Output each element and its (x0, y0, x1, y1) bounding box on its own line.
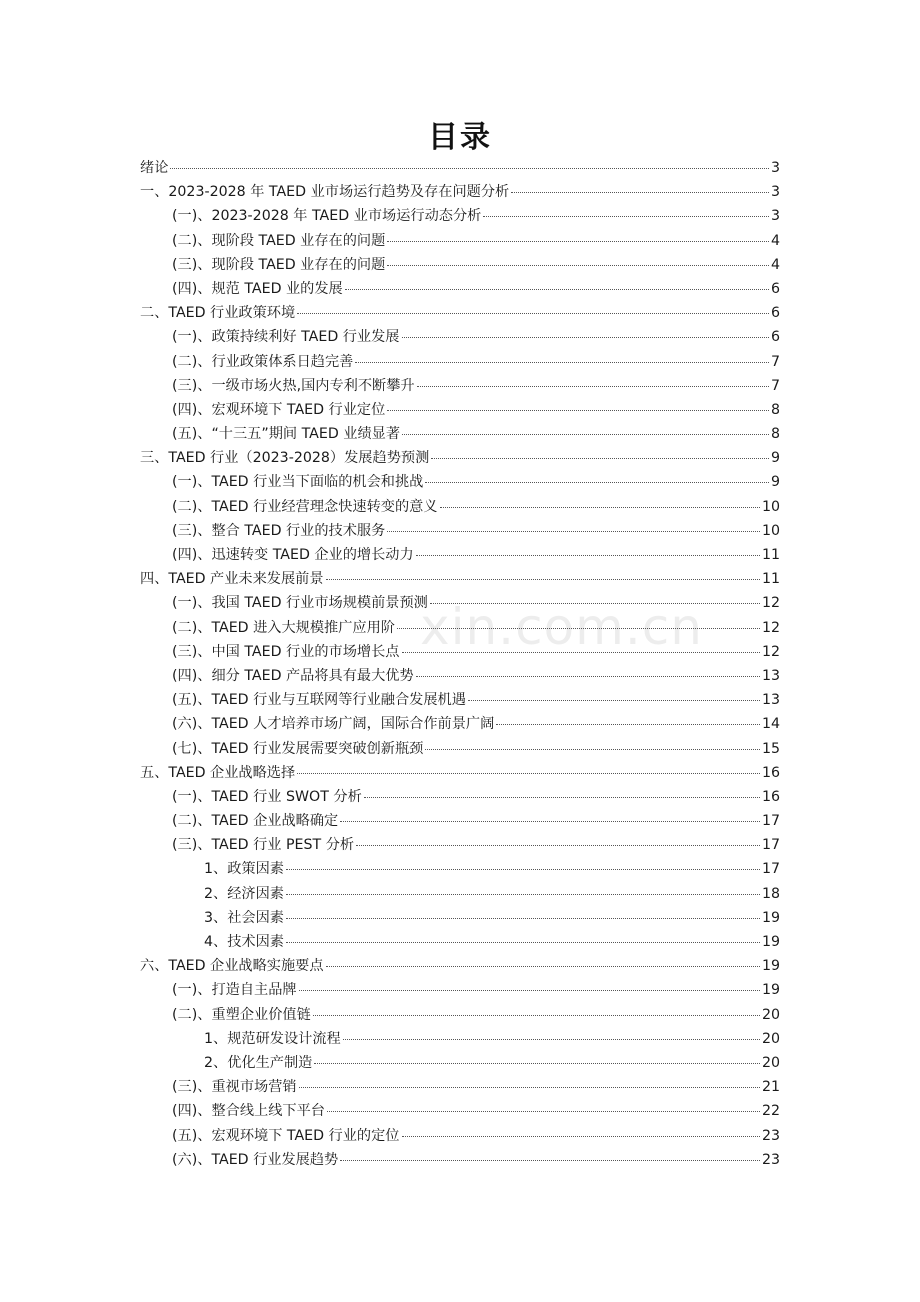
toc-entry-label: 1、政策因素 (204, 861, 284, 878)
toc-dot-leader (326, 965, 760, 967)
toc-dot-leader (402, 1135, 760, 1137)
toc-dot-leader (416, 554, 760, 556)
toc-entry-page-number: 21 (761, 1079, 780, 1096)
toc-entry-label: 3、社会因素 (204, 909, 284, 926)
toc-entry[interactable] (140, 737, 780, 761)
toc-entry-label: (二)、TAED 进入大规模推广应用阶 (172, 619, 395, 636)
toc-entry-label: (三)、重视市场营销 (172, 1079, 297, 1096)
toc-entry-page-number: 4 (770, 232, 780, 249)
toc-entry-page-number: 22 (761, 1103, 780, 1120)
toc-entry-page-number: 19 (761, 958, 780, 975)
toc-entry[interactable] (140, 954, 780, 978)
toc-dot-leader (297, 772, 760, 774)
toc-entry-page-number: 19 (761, 934, 780, 950)
toc-entry[interactable] (140, 1148, 780, 1172)
toc-entry[interactable] (140, 1003, 780, 1027)
toc-entry[interactable] (140, 519, 780, 543)
toc-dot-leader (430, 602, 760, 604)
toc-entry[interactable] (140, 325, 780, 349)
toc-entry-label: (四)、规范 TAED 业的发展 (172, 280, 343, 297)
toc-entry-label: (一)、打造自主品牌 (172, 982, 297, 999)
toc-entry-label: 2、优化生产制造 (204, 1054, 313, 1071)
toc-dot-leader (313, 1014, 760, 1016)
toc-dot-leader (286, 917, 760, 919)
toc-entry-page-number: 19 (761, 909, 780, 926)
toc-entry[interactable] (140, 470, 780, 494)
toc-entry-label: (二)、重塑企业价值链 (172, 1006, 311, 1023)
toc-entry-label: (三)、一级市场火热,国内专利不断攀升 (172, 377, 415, 394)
toc-entry[interactable] (140, 906, 780, 930)
toc-entry[interactable] (140, 495, 780, 519)
toc-entry-page-number: 20 (761, 1006, 780, 1023)
toc-entry-page-number: 19 (761, 982, 780, 999)
toc-entry[interactable] (140, 1075, 780, 1099)
toc-entry-label: (一)、TAED 行业当下面临的机会和挑战 (172, 474, 424, 491)
toc-dot-leader (387, 240, 769, 242)
toc-entry-page-number: 17 (761, 837, 780, 854)
toc-entry-label: (七)、TAED 行业发展需要突破创新瓶颈 (172, 740, 424, 757)
toc-entry-page-number: 13 (761, 667, 780, 684)
toc-entry-page-number: 11 (761, 571, 780, 588)
toc-dot-leader (343, 1038, 760, 1040)
toc-entry-page-number: 16 (761, 788, 780, 805)
toc-entry[interactable] (140, 229, 780, 253)
watermark: xin.com.cn (420, 598, 703, 656)
toc-entry-label: 绪论 (140, 160, 169, 176)
toc-dot-leader (327, 1110, 760, 1112)
toc-dot-leader (355, 361, 769, 363)
toc-entry-label: 二、TAED 行业政策环境 (140, 305, 296, 322)
toc-entry-page-number: 3 (770, 184, 780, 201)
toc-entry-label: (五)、TAED 行业与互联网等行业融合发展机遇 (172, 692, 466, 709)
toc-entry-page-number: 6 (770, 329, 780, 346)
page-title: 目录 (428, 120, 492, 155)
toc-dot-leader (387, 264, 769, 266)
toc-entry-label: (六)、TAED 行业发展趋势 (172, 1151, 339, 1168)
toc-entry-page-number: 9 (770, 474, 780, 491)
toc-entry[interactable] (140, 1051, 780, 1075)
toc-entry-page-number: 3 (770, 160, 780, 176)
toc-entry-page-number: 15 (761, 740, 780, 757)
toc-dot-leader (345, 288, 769, 290)
toc-dot-leader (340, 1159, 760, 1161)
toc-entry-label: 1、规范研发设计流程 (204, 1030, 341, 1047)
toc-entry-label: (三)、中国 TAED 行业的市场增长点 (172, 643, 400, 660)
toc-entry-label: 六、TAED 企业战略实施要点 (140, 958, 324, 975)
toc-entry-page-number: 23 (761, 1127, 780, 1144)
toc-entry[interactable] (140, 1099, 780, 1123)
toc-entry[interactable] (140, 761, 780, 785)
toc-entry-page-number: 23 (761, 1151, 780, 1168)
toc-dot-leader (483, 215, 769, 217)
toc-dot-leader (496, 723, 760, 725)
toc-entry-page-number: 10 (761, 522, 780, 539)
toc-dot-leader (286, 868, 760, 870)
toc-entry[interactable] (140, 930, 780, 954)
toc-entry-page-number: 20 (761, 1030, 780, 1047)
toc-entry[interactable] (140, 1124, 780, 1148)
toc-entry[interactable] (140, 882, 780, 906)
toc-entry-label: (五)、宏观环境下 TAED 行业的定位 (172, 1127, 400, 1144)
toc-dot-leader (299, 989, 760, 991)
toc-entry-page-number: 10 (761, 498, 780, 515)
toc-entry-label: 一、2023-2028 年 TAED 业市场运行趋势及存在问题分析 (140, 184, 510, 201)
toc-entry-page-number: 12 (761, 595, 780, 612)
toc-entry-label: (三)、整合 TAED 行业的技术服务 (172, 522, 386, 539)
toc-entry[interactable] (140, 640, 780, 664)
toc-entry-label: (一)、我国 TAED 行业市场规模前景预测 (172, 595, 428, 612)
toc-entry-page-number: 16 (761, 764, 780, 781)
toc-dot-leader (356, 844, 760, 846)
toc-entry[interactable] (140, 785, 780, 809)
toc-entry[interactable] (140, 180, 780, 204)
toc-dot-leader (402, 336, 769, 338)
toc-dot-leader (286, 893, 760, 895)
toc-entry-page-number: 14 (761, 716, 780, 733)
toc-entry[interactable] (140, 422, 780, 446)
toc-entry[interactable] (140, 204, 780, 228)
toc-entry-page-number: 9 (770, 450, 780, 467)
toc-entry-label: 三、TAED 行业（2023-2028）发展趋势预测 (140, 450, 430, 467)
toc-entry[interactable] (140, 616, 780, 640)
toc-entry[interactable] (140, 398, 780, 422)
toc-entry[interactable] (140, 301, 780, 325)
toc-entry-label: (五)、“十三五”期间 TAED 业绩显著 (172, 426, 401, 443)
toc-dot-leader (416, 675, 760, 677)
toc-entry-label: (二)、行业政策体系日趋完善 (172, 353, 354, 370)
toc-entry-page-number: 20 (761, 1054, 780, 1071)
toc-entry-label: (二)、现阶段 TAED 业存在的问题 (172, 232, 386, 249)
toc-entry-page-number: 18 (761, 885, 780, 902)
toc-entry-page-number: 12 (761, 643, 780, 660)
toc-entry-label: (六)、TAED 人才培养市场广阔，国际合作前景广阔 (172, 716, 495, 733)
toc-entry-label: 2、经济因素 (204, 885, 284, 902)
toc-entry[interactable] (140, 567, 780, 591)
toc-dot-leader (299, 1086, 760, 1088)
toc-dot-leader (402, 433, 769, 435)
toc-entry-label: 四、TAED 产业未来发展前景 (140, 571, 324, 588)
toc-entry-page-number: 6 (770, 305, 780, 322)
toc-entry-page-number: 7 (770, 353, 780, 370)
toc-dot-leader (297, 312, 769, 314)
toc-entry[interactable] (140, 688, 780, 712)
toc-entry-page-number: 4 (770, 256, 780, 273)
toc-dot-leader (417, 385, 769, 387)
toc-dot-leader (511, 191, 769, 193)
toc-dot-leader (440, 506, 760, 508)
toc-entry[interactable] (140, 833, 780, 857)
toc-dot-leader (340, 820, 760, 822)
toc-entry-label: (四)、迅速转变 TAED 企业的增长动力 (172, 547, 414, 563)
toc-entry-page-number: 6 (770, 280, 780, 297)
toc-entry[interactable] (140, 350, 780, 374)
toc-entry[interactable] (140, 712, 780, 736)
toc-entry-label: (四)、整合线上线下平台 (172, 1103, 325, 1120)
toc-entry-label: 4、技术因素 (204, 934, 284, 950)
toc-entry-label: (四)、细分 TAED 产品将具有最大优势 (172, 667, 414, 684)
toc-entry[interactable] (140, 253, 780, 277)
toc-dot-leader (468, 699, 760, 701)
toc-dot-leader (387, 530, 760, 532)
toc-dot-leader (314, 1062, 760, 1064)
toc-dot-leader (170, 167, 769, 169)
toc-dot-leader (431, 457, 769, 459)
toc-entry-label: (一)、政策持续利好 TAED 行业发展 (172, 329, 400, 346)
toc-dot-leader (286, 941, 760, 943)
toc-entry-label: (一)、2023-2028 年 TAED 业市场运行动态分析 (172, 208, 482, 225)
toc-entry-page-number: 11 (761, 547, 780, 563)
toc-dot-leader (425, 481, 769, 483)
toc-dot-leader (402, 651, 760, 653)
table-of-contents (140, 156, 780, 1172)
toc-entry[interactable] (140, 809, 780, 833)
toc-entry[interactable] (140, 978, 780, 1002)
toc-dot-leader (425, 748, 760, 750)
toc-entry-page-number: 7 (770, 377, 780, 394)
toc-entry[interactable] (140, 277, 780, 301)
toc-dot-leader (397, 627, 760, 629)
toc-entry-page-number: 17 (761, 813, 780, 830)
toc-entry[interactable] (140, 1027, 780, 1051)
toc-entry-page-number: 8 (770, 426, 780, 443)
toc-dot-leader (387, 409, 769, 411)
toc-entry[interactable] (140, 591, 780, 615)
toc-entry[interactable] (140, 664, 780, 688)
toc-entry-page-number: 8 (770, 401, 780, 418)
toc-entry[interactable] (140, 543, 780, 567)
toc-entry-page-number: 12 (761, 619, 780, 636)
toc-entry-label: (一)、TAED 行业 SWOT 分析 (172, 788, 362, 805)
toc-entry-label: (三)、现阶段 TAED 业存在的问题 (172, 256, 386, 273)
toc-entry-label: 五、TAED 企业战略选择 (140, 764, 296, 781)
toc-entry-page-number: 3 (770, 208, 780, 225)
toc-entry-page-number: 13 (761, 692, 780, 709)
toc-entry[interactable] (140, 446, 780, 470)
toc-entry-label: (四)、宏观环境下 TAED 行业定位 (172, 401, 386, 418)
toc-entry[interactable] (140, 374, 780, 398)
toc-entry-label: (二)、TAED 行业经营理念快速转变的意义 (172, 498, 438, 515)
toc-entry[interactable] (140, 156, 780, 180)
toc-dot-leader (364, 796, 760, 798)
toc-entry-page-number: 17 (761, 861, 780, 878)
toc-entry-label: (三)、TAED 行业 PEST 分析 (172, 837, 355, 854)
toc-entry-label: (二)、TAED 企业战略确定 (172, 813, 339, 830)
toc-dot-leader (326, 578, 760, 580)
toc-entry[interactable] (140, 857, 780, 881)
